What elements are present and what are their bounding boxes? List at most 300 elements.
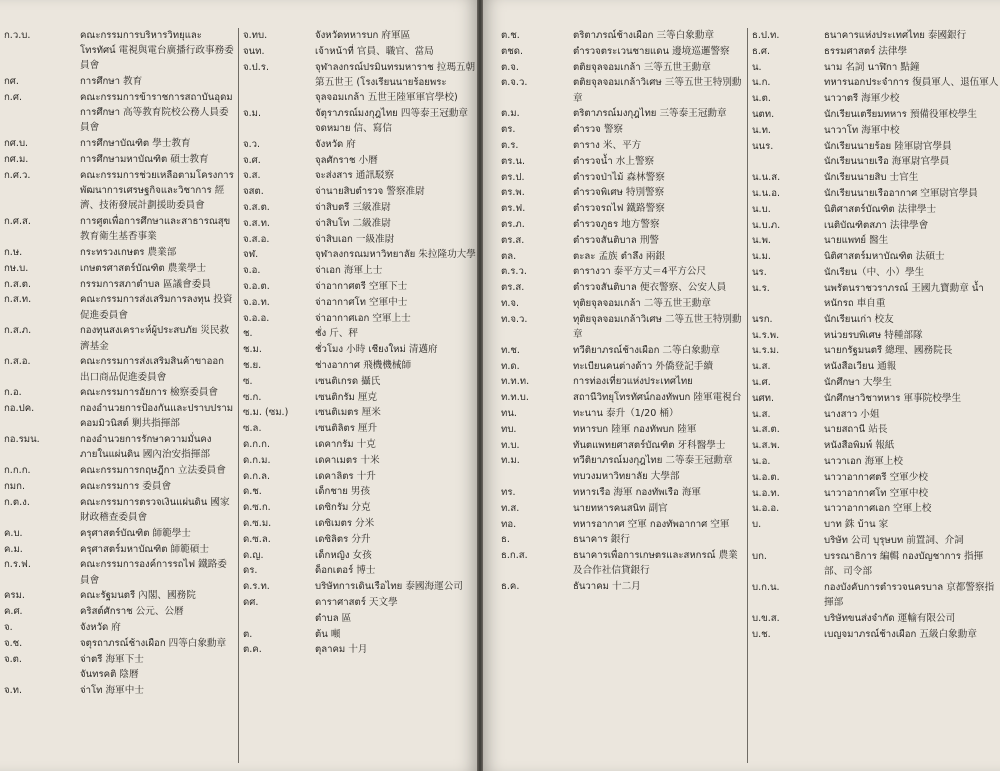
entry-abbreviation: บก. <box>752 550 767 562</box>
entry-definition: จังหวัด 府 <box>80 621 121 633</box>
column-4 <box>747 28 1000 763</box>
entry-definition: จุฬาลงกรณ์ปรมินทรมหาราช 拉瑪五朝第五世王 (โรงเรียนนายร้อยพระจุลจอมเกล้า 五世王陸軍軍官學校) <box>315 61 476 103</box>
entry-definition: นักเรียนเก่า 校友 <box>824 313 894 325</box>
entry-abbreviation: ด.ซ.ก. <box>243 502 271 514</box>
dictionary-entry <box>0 432 234 462</box>
dictionary-entry <box>748 343 1000 358</box>
dictionary-entry <box>0 588 234 603</box>
entry-definition: ทหารเรือ 海軍 กองทัพเรือ 海軍 <box>573 486 702 498</box>
entry-definition: กรรมการสภาตำบล 區議會委員 <box>80 278 211 290</box>
entry-abbreviation: บ.ข.ส. <box>752 612 780 624</box>
dictionary-entry <box>748 486 1000 501</box>
entry-definition: นาวาเอก 海軍上校 <box>824 455 903 467</box>
entry-definition: ตำรวจพิเศษ 特別警察 <box>573 187 665 199</box>
dictionary-entry <box>497 185 743 200</box>
entry-definition: ครุศาสตร์มหาบัณฑิต 師範碩士 <box>80 543 209 555</box>
entry-definition: เดคาเมตร 十米 <box>315 454 380 466</box>
entry-abbreviation: ต.ช. <box>501 30 520 41</box>
dictionary-entry <box>239 263 477 278</box>
entry-abbreviation: ครม. <box>4 590 25 602</box>
column-3 <box>497 28 743 763</box>
dictionary-entry <box>0 479 234 494</box>
entry-abbreviation: ช.ย. <box>243 359 262 371</box>
dictionary-entry <box>748 75 1000 90</box>
entry-definition: คณะกรรมการส่งเสริมการลงทุน 投資促進委員會 <box>80 294 233 321</box>
dictionary-entry <box>239 611 477 626</box>
dictionary-entry <box>748 627 1000 642</box>
entry-definition: คณะกรรมการช่วยเหลือตามโครงการพัฒนาการเศรษฐกิจและวิชาการ 經濟、技術發展計劃援助委員會 <box>80 169 234 212</box>
entry-definition: ทะเบียนคนต่างด้าว 外僑登記手續 <box>573 360 713 372</box>
entry-abbreviation: บ. <box>752 519 762 531</box>
dictionary-entry <box>239 595 477 610</box>
dictionary-entry <box>0 168 234 214</box>
entry-definition: บรรณาธิการ 編輯 กองบัญชาการ 指揮部、司令部 <box>824 550 984 577</box>
entry-definition: ทหารอากาศ 空軍 กองทัพอากาศ 空軍 <box>573 518 730 530</box>
dictionary-entry <box>748 438 1000 453</box>
entry-abbreviation: น.บ.ภ. <box>752 219 781 231</box>
dictionary-entry <box>239 44 477 59</box>
entry-abbreviation: ท.ท.บ. <box>501 392 529 404</box>
entry-abbreviation: จ.ท. <box>4 685 23 697</box>
entry-abbreviation: จ.ส. <box>243 170 261 182</box>
dictionary-entry <box>239 390 477 405</box>
entry-definition: นิติศาสตร์มหาบัณฑิต 法碩士 <box>824 251 945 263</box>
dictionary-entry <box>748 470 1000 485</box>
entry-definition: ตริตาภรณ์มงกุฎไทย 三等泰王冠勳章 <box>573 108 727 120</box>
entry-definition: การศึกษามหาบัณฑิต 碩士教育 <box>80 154 209 165</box>
dictionary-entry <box>748 391 1000 406</box>
entry-definition: เดคาลิตร 十升 <box>315 470 376 482</box>
entry-definition: เซนติกรัม 厘克 <box>315 391 378 403</box>
entry-definition: เซนติเกรด 攝氏 <box>315 375 381 387</box>
entry-definition: ตะละ 孟族 ตำลึง 兩銀 <box>573 250 666 262</box>
entry-definition: เซนติลิตร 厘升 <box>315 423 378 435</box>
dictionary-entry <box>748 359 1000 374</box>
entry-definition: ตำรวจป่าไม้ 森林警察 <box>573 171 665 183</box>
entry-definition: ตติยจุลจอมเกล้า 三等五世王勳章 <box>573 61 711 73</box>
dictionary-entry <box>748 454 1000 469</box>
entry-definition: จ่าอากาศตรี 空軍下士 <box>315 280 408 292</box>
entry-abbreviation: ทน. <box>501 407 517 419</box>
dictionary-entry <box>0 604 234 619</box>
entry-definition: การศูตเพื่อการศึกษาและสาธารณสุข 教育衛生基香事業 <box>80 216 231 243</box>
entry-definition: บริษัทการเดินเรือไทย 泰國海運公司 <box>315 581 463 593</box>
dictionary-entry <box>748 170 1000 185</box>
dictionary-entry <box>748 328 1000 343</box>
entry-definition: ธนาคารเพื่อการเกษตรและสหกรณ์ 農業及合作社信貸銀行 <box>573 550 738 577</box>
dictionary-entry <box>497 122 743 137</box>
dictionary-entry <box>748 422 1000 437</box>
entry-abbreviation: ก.ส.อ. <box>4 356 31 368</box>
entry-abbreviation: ด.ร.ท. <box>243 581 270 593</box>
entry-definition: จ่าอากาศโท 空軍中士 <box>315 296 408 308</box>
dictionary-entry <box>497 359 743 374</box>
entry-definition: เด็กหญิง 女孩 <box>315 549 372 561</box>
entry-abbreviation: กอ.รมน. <box>4 434 40 446</box>
entry-definition: ทวีติยาภรณ์ช้างเผือก 二等白象勳章 <box>573 344 720 356</box>
entry-abbreviation: น.ส.ต. <box>752 424 780 436</box>
entry-definition: ช่างอากาศ 飛機機械師 <box>315 359 412 371</box>
dictionary-entry <box>239 548 477 563</box>
dictionary-entry <box>0 463 234 478</box>
dictionary-entry <box>748 517 1000 532</box>
entry-definition: ธันวาคม 十二月 <box>573 581 641 593</box>
entry-abbreviation: จ.ส.อ. <box>243 233 270 245</box>
entry-abbreviation: น.บ. <box>752 203 771 215</box>
entry-definition: ต้น 噸 <box>315 628 341 640</box>
entry-abbreviation: ดศ. <box>243 596 259 608</box>
dictionary-entry <box>497 469 743 484</box>
entry-definition: ทุติยจุลจอมเกล้าวิเศษ 二等五世王特別勳章 <box>573 313 742 340</box>
entry-abbreviation: น.ร.ม. <box>752 345 780 357</box>
entry-definition: ทะนาน 泰升（1/20 桶） <box>573 407 679 419</box>
dictionary-entry <box>239 279 477 294</box>
dictionary-entry <box>497 312 743 342</box>
entry-abbreviation: บ.ช. <box>752 628 771 640</box>
dictionary-entry <box>748 312 1000 327</box>
entry-abbreviation: จ.ศ. <box>243 154 261 166</box>
dictionary-entry <box>497 438 743 453</box>
entry-definition: ตำรวจสันติบาล 便衣警察、公安人員 <box>573 282 727 294</box>
entry-abbreviation: ค.บ. <box>4 527 23 539</box>
entry-definition: นักศึกษาวิชาทหาร 軍事院校學生 <box>824 392 962 404</box>
entry-abbreviation: กอ.ปค. <box>4 403 35 415</box>
entry-definition: บริษัท 公司 บุรุษบท 前置詞、介詞 <box>824 534 964 546</box>
dictionary-entry <box>497 106 743 121</box>
dictionary-entry <box>497 532 743 547</box>
dictionary-entry <box>748 249 1000 264</box>
dictionary-entry <box>239 563 477 578</box>
entry-definition: กองอำนวยการป้องกันและปราบปรามคอมมิวนิสต์ 剿共指揮部 <box>80 403 234 430</box>
entry-abbreviation: ก.ก.ก. <box>4 465 31 477</box>
entry-abbreviation: ท.บ. <box>501 439 520 451</box>
entry-abbreviation: จ.อ.ต. <box>243 280 270 292</box>
dictionary-entry <box>748 549 1000 579</box>
entry-definition: หนังสือพิมพ์ 報紙 <box>824 440 895 452</box>
entry-abbreviation: ตร.ส. <box>501 282 525 294</box>
dictionary-entry <box>497 170 743 185</box>
entry-abbreviation: นศท. <box>752 392 775 404</box>
entry-abbreviation: ก.ส.ท. <box>4 294 32 306</box>
entry-abbreviation: ก.ส.ภ. <box>4 325 32 337</box>
dictionary-entry <box>748 407 1000 422</box>
dictionary-entry <box>748 233 1000 248</box>
entry-definition: ทันตแพทยศาสตร์บัณฑิต 牙科醫學士 <box>573 439 726 451</box>
entry-definition: นักเรียน（中、小）學生 <box>824 266 925 278</box>
entry-abbreviation: ก.ษ. <box>4 247 23 258</box>
entry-abbreviation: ต.ม. <box>501 108 520 120</box>
entry-abbreviation: จ.ป.ร. <box>243 61 270 73</box>
entry-abbreviation: ทร. <box>501 486 516 498</box>
dictionary-entry <box>748 28 1000 43</box>
dictionary-entry <box>748 611 1000 626</box>
entry-abbreviation: กษ.บ. <box>4 262 29 274</box>
dictionary-entry <box>239 405 477 420</box>
entry-abbreviation: ธ.ค. <box>501 581 520 593</box>
entry-definition: กระทรวงเกษตร 農業部 <box>80 247 177 258</box>
dictionary-entry <box>239 295 477 310</box>
entry-definition: นาม 名詞 นาฬิกา 點鐘 <box>824 61 920 73</box>
entry-definition: คริสต์ศักราช 公元、公曆 <box>80 606 184 618</box>
entry-abbreviation: จ.ม. <box>243 107 262 119</box>
entry-definition: เดคากรัม 十克 <box>315 438 376 450</box>
entry-definition: นักศึกษา 大學生 <box>824 376 892 388</box>
entry-definition: กองอำนวยการรักษาความมั่นคงภายในแผ่นดิน 國內治安指揮部 <box>80 434 212 461</box>
entry-definition: การท่องเที่ยวแห่งประเทศไทย <box>573 376 693 388</box>
entry-abbreviation: ซ.ม. (ซม.) <box>243 407 289 419</box>
dictionary-entry <box>0 292 234 322</box>
entry-abbreviation: น.ศ. <box>752 376 771 388</box>
entry-definition: ตำรวจน้ำ 水上警察 <box>573 155 655 167</box>
entry-abbreviation: จ.ส.ท. <box>243 217 270 229</box>
dictionary-entry <box>0 401 234 431</box>
dictionary-entry <box>239 200 477 215</box>
entry-definition: คณะกรรมการตรวจเงินแผ่นดิน 國家財政稽查委員會 <box>80 496 230 523</box>
entry-abbreviation: ทบ. <box>501 423 517 435</box>
entry-abbreviation: ค.ศ. <box>4 606 23 618</box>
entry-definition: ธนาคารแห่งประเทศไทย 泰國銀行 <box>824 30 967 41</box>
dictionary-entry <box>0 652 234 667</box>
entry-definition: นาวาโท 海軍中校 <box>824 124 900 136</box>
entry-abbreviation: น.อ.ต. <box>752 471 780 483</box>
entry-definition: การศึกษาบัณฑิต 學士教育 <box>80 138 191 150</box>
dictionary-entry <box>497 501 743 516</box>
dictionary-entry <box>239 358 477 373</box>
dictionary-entry <box>497 217 743 232</box>
entry-definition: บริษัทขนส่งจำกัด 運輸有限公司 <box>824 612 956 624</box>
entry-abbreviation: จ.อ.ท. <box>243 296 270 308</box>
entry-abbreviation: นร. <box>752 266 767 278</box>
entry-abbreviation: ช.ม. <box>243 344 262 356</box>
entry-definition: ทวีติยาภรณ์มงกุฎไทย 二等泰王冠勳章 <box>573 455 733 467</box>
dictionary-entry <box>239 437 477 452</box>
entry-abbreviation: จ.ทบ. <box>243 30 268 41</box>
entry-definition: ธรรมศาสตร์ 法律學 <box>824 45 908 57</box>
dictionary-entry <box>497 154 743 169</box>
entry-definition: จ่านายสิบตำรวจ 警察准尉 <box>315 186 425 198</box>
entry-abbreviation: ธ.ป.ท. <box>752 30 780 41</box>
dictionary-entry <box>748 123 1000 138</box>
entry-abbreviation: น.ร.พ. <box>752 329 780 341</box>
dictionary-entry <box>239 28 477 43</box>
entry-abbreviation: ท.ม. <box>501 455 520 467</box>
entry-abbreviation: ทอ. <box>501 518 517 530</box>
dictionary-entry <box>497 390 743 405</box>
entry-definition: ตำรวจตระเวนชายแดน 邊境巡邏警察 <box>573 45 730 57</box>
dictionary-entry <box>0 28 234 74</box>
entry-definition: ตารางวา 泰平方丈＝4平方公尺 <box>573 266 707 278</box>
entry-definition: คณะกรรมการองค์การรถไฟ 鐵路委員會 <box>80 559 227 586</box>
entry-abbreviation: บ.ก.น. <box>752 581 780 593</box>
entry-abbreviation: จ. <box>4 621 13 633</box>
entry-definition: ตุลาคม 十月 <box>315 644 368 656</box>
entry-abbreviation: ด.ซ.ม. <box>243 517 272 529</box>
dictionary-entry <box>239 106 477 136</box>
entry-abbreviation: ซ. <box>243 375 253 387</box>
entry-definition: ครุศาสตร์บัณฑิต 師範學士 <box>80 527 191 539</box>
entry-abbreviation: ดร. <box>243 565 258 577</box>
entry-definition: นางสาว 小姐 <box>824 408 880 420</box>
entry-abbreviation: กศ.บ. <box>4 138 29 150</box>
entry-abbreviation: น.ก. <box>752 77 771 89</box>
entry-definition: นักเรียนนายเรืออากาศ 空軍尉官學員 <box>824 187 978 199</box>
left-page <box>0 0 477 771</box>
entry-abbreviation: ก.ส.ต. <box>4 278 32 290</box>
right-page <box>483 0 1000 771</box>
entry-definition: ทบวงมหาวิทยาลัย 大學部 <box>573 471 680 483</box>
entry-definition: นักเรียนเตรียมทหาร 預備役軍校學生 <box>824 108 977 120</box>
entry-definition: จันทรคติ 陰曆 <box>80 669 139 681</box>
entry-definition: ทหารนอกประจำการ 復員軍人、退伍軍人 <box>824 77 999 89</box>
entry-abbreviation: ต.จ.ว. <box>501 77 528 89</box>
dictionary-entry <box>497 296 743 311</box>
entry-abbreviation: ด.ก.ก. <box>243 438 270 450</box>
entry-definition: ตำรวจรถไฟ 鐵路警察 <box>573 203 665 215</box>
dictionary-entry <box>748 44 1000 59</box>
dictionary-entry <box>0 136 234 151</box>
dictionary-entry <box>239 342 477 357</box>
entry-definition: ตำรวจภูธร 地方警察 <box>573 218 660 230</box>
dictionary-entry <box>239 216 477 231</box>
entry-abbreviation: น.น.อ. <box>752 187 781 199</box>
dictionary-entry <box>497 579 743 594</box>
entry-definition: นายแพทย์ 醫生 <box>824 235 889 247</box>
entry-definition: จุลศักราช 小曆 <box>315 154 378 166</box>
entry-abbreviation: นรก. <box>752 313 773 325</box>
entry-abbreviation: น.ส.พ. <box>752 440 780 452</box>
dictionary-entry <box>497 422 743 437</box>
entry-abbreviation: จ.อ. <box>243 265 261 277</box>
dictionary-entry <box>748 218 1000 233</box>
dictionary-entry <box>497 453 743 468</box>
entry-definition: บาท 銖 บ้าน 家 <box>824 519 889 531</box>
entry-abbreviation: จนท. <box>243 45 265 57</box>
entry-definition: คณะกรรมการส่งเสริมสินค้าขาออก 出口商品促進委員會 <box>80 356 224 383</box>
entry-abbreviation: ท.ท.ท. <box>501 376 530 388</box>
entry-abbreviation: จ.ช. <box>4 637 23 649</box>
column-1 <box>0 28 234 763</box>
entry-definition: กองบังคับการตำรวจนครบาล 京都警察指揮部 <box>824 581 995 608</box>
entry-definition: จ่าเอก 海軍上士 <box>315 265 383 277</box>
entry-definition: ด็อกเตอร์ 博士 <box>315 565 376 577</box>
dictionary-entry <box>497 517 743 532</box>
dictionary-entry <box>748 91 1000 106</box>
dictionary-entry <box>0 90 234 136</box>
entry-abbreviation: ด.ญ. <box>243 549 264 561</box>
entry-definition: คณะรัฐมนตรี 內閣、國務院 <box>80 590 196 602</box>
entry-abbreviation: น.ส. <box>752 361 771 373</box>
entry-abbreviation: ก.อ. <box>4 387 22 399</box>
entry-definition: ตำรวจ 警察 <box>573 124 624 136</box>
entry-abbreviation: ค.ม. <box>4 543 23 555</box>
dictionary-entry <box>239 247 477 262</box>
dictionary-entry <box>497 249 743 264</box>
dictionary-entry <box>497 60 743 75</box>
dictionary-entry <box>0 354 234 384</box>
dictionary-entry <box>497 548 743 578</box>
entry-definition: สถานีวิทยุโทรทัศน์กองทัพบก 陸軍電視台 <box>573 392 742 404</box>
entry-abbreviation: กมก. <box>4 480 25 492</box>
dictionary-entry <box>497 406 743 421</box>
entry-definition: นิติศาสตร์บัณฑิต 法律學士 <box>824 203 937 215</box>
entry-definition: จ่าสิบตรี 三級准尉 <box>315 201 391 213</box>
entry-abbreviation: น.ส. <box>752 408 771 420</box>
entry-abbreviation: ท.จ. <box>501 297 520 309</box>
entry-abbreviation: ตร. <box>501 124 516 136</box>
dictionary-entry <box>0 495 234 525</box>
entry-definition: นักเรียนนายร้อย 陸軍尉官學員 <box>824 140 952 152</box>
dictionary-entry <box>497 264 743 279</box>
entry-abbreviation: น.ร. <box>752 282 770 294</box>
entry-abbreviation: น.พ. <box>752 235 771 247</box>
entry-definition: นาวาอากาศตรี 空軍少校 <box>824 471 928 483</box>
entry-abbreviation: ตล. <box>501 250 517 262</box>
dictionary-entry <box>0 385 234 400</box>
entry-abbreviation: ซ.ล. <box>243 423 262 435</box>
dictionary-entry <box>239 421 477 436</box>
entry-abbreviation: น.ม. <box>752 251 771 263</box>
entry-abbreviation: ท.ช. <box>501 344 520 356</box>
entry-definition: นาวาอากาศเอก 空軍上校 <box>824 503 932 515</box>
dictionary-entry <box>748 107 1000 122</box>
entry-abbreviation: ต.ร. <box>501 139 519 151</box>
entry-abbreviation: ท.ด. <box>501 360 520 372</box>
dictionary-entry <box>0 526 234 541</box>
dictionary-entry <box>239 168 477 183</box>
dictionary-entry <box>0 74 234 89</box>
column-2 <box>238 28 477 763</box>
entry-abbreviation: ธ.ก.ส. <box>501 550 528 562</box>
entry-abbreviation: จ.ว. <box>243 138 261 150</box>
dictionary-entry <box>239 469 477 484</box>
entry-definition: จ่าอากาศเอก 空軍上士 <box>315 312 411 324</box>
entry-abbreviation: ด.ก.ล. <box>243 470 271 482</box>
entry-definition: เดซิเมตร 分米 <box>315 517 375 529</box>
entry-definition: ตาราง 米、平方 <box>573 139 642 151</box>
dictionary-entry <box>497 44 743 59</box>
dictionary-entry <box>748 580 1000 610</box>
entry-definition: เซนติเมตร 厘米 <box>315 407 381 419</box>
dictionary-entry <box>239 453 477 468</box>
entry-definition: คณะกรรมการ 委員會 <box>80 480 172 492</box>
entry-definition: เดซิลิตร 分升 <box>315 533 371 545</box>
entry-definition: หน่วยรบพิเศษ 特種部隊 <box>824 329 923 341</box>
entry-abbreviation: น.อ.อ. <box>752 503 780 515</box>
entry-abbreviation: ตร.ป. <box>501 171 525 183</box>
dictionary-entry <box>0 152 234 167</box>
entry-definition: นักเรียนนายเรือ 海軍尉官學員 <box>824 156 950 168</box>
entry-abbreviation: ตร.พ. <box>501 187 525 199</box>
dictionary-entry <box>497 75 743 105</box>
entry-definition: นาวาตรี 海軍少校 <box>824 93 900 105</box>
entry-abbreviation: ซ.ก. <box>243 391 262 403</box>
dictionary-entry <box>748 60 1000 75</box>
entry-abbreviation: จ.อ.อ. <box>243 312 270 324</box>
entry-definition: นายสถานี 站長 <box>824 424 888 436</box>
entry-abbreviation: ตร.น. <box>501 155 526 167</box>
dictionary-entry <box>0 667 234 682</box>
dictionary-entry <box>0 245 234 260</box>
entry-abbreviation: น. <box>752 61 762 73</box>
entry-definition: เดซิกรัม 分克 <box>315 502 371 514</box>
entry-definition: จัตุราภรณ์มงกุฎไทย 四等泰王冠勳章 จดหมาย 信、寫信 <box>315 107 469 134</box>
entry-abbreviation: น.ท. <box>752 124 771 136</box>
entry-definition: คณะกรรมการบริหารวิทยุและโทรทัศน์ 電視與電台廣播行政事務委員會 <box>80 30 234 72</box>
dictionary-entry <box>497 138 743 153</box>
dictionary-entry <box>239 627 477 642</box>
dictionary-entry <box>239 311 477 326</box>
entry-definition: ชั่ง 斤、秤 <box>315 328 359 340</box>
